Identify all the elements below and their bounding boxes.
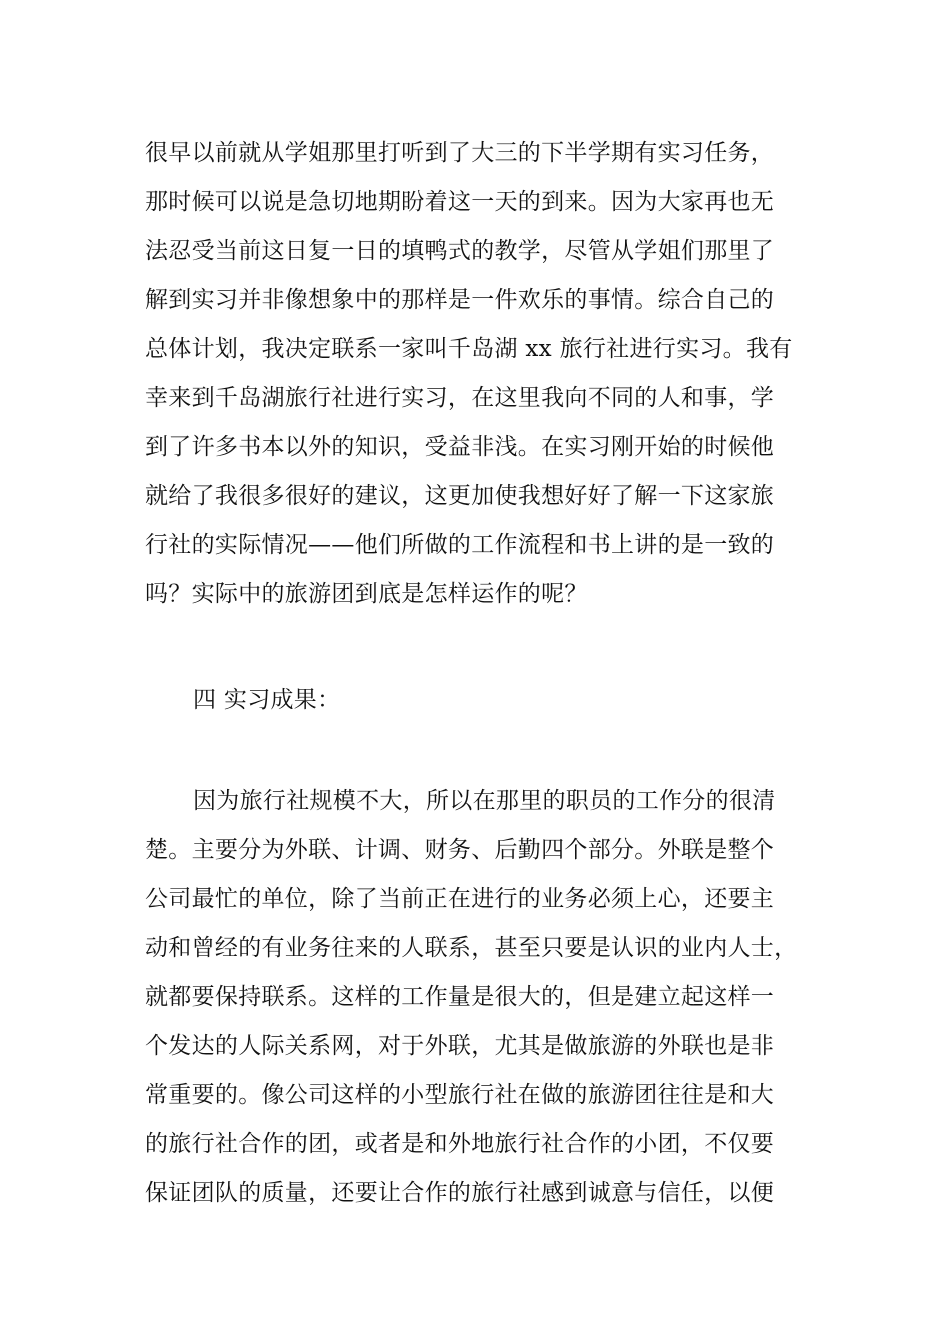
paragraph-line: 常重要的。像公司这样的小型旅行社在做的旅游团往往是和大 bbox=[145, 1082, 775, 1108]
section-heading: 四 实习成果： bbox=[193, 687, 341, 713]
paragraph-line: 因为旅行社规模不大，所以在那里的职员的工作分的很清 bbox=[193, 788, 776, 814]
paragraph-line: 动和曾经的有业务往来的人联系，甚至只要是认识的业内人士， bbox=[145, 935, 798, 961]
paragraph-line: 行社的实际情况——他们所做的工作流程和书上讲的是一致的 bbox=[145, 532, 775, 558]
paragraph-line: 总体计划，我决定联系一家叫千岛湖 xx 旅行社进行实习。我有 bbox=[145, 336, 793, 362]
paragraph-line: 就给了我很多很好的建议，这更加使我想好好了解一下这家旅 bbox=[145, 483, 775, 509]
paragraph-line: 法忍受当前这日复一日的填鸭式的教学，尽管从学姐们那里了 bbox=[145, 238, 775, 264]
paragraph-line: 楚。主要分为外联、计调、财务、后勤四个部分。外联是整个 bbox=[145, 837, 775, 863]
paragraph-line: 就都要保持联系。这样的工作量是很大的，但是建立起这样一 bbox=[145, 984, 775, 1010]
paragraph-line: 的旅行社合作的团，或者是和外地旅行社合作的小团，不仅要 bbox=[145, 1131, 775, 1157]
paragraph-line: 个发达的人际关系网，对于外联，尤其是做旅游的外联也是非 bbox=[145, 1033, 775, 1059]
paragraph-line: 公司最忙的单位，除了当前正在进行的业务必须上心，还要主 bbox=[145, 886, 775, 912]
paragraph-line: 那时候可以说是急切地期盼着这一天的到来。因为大家再也无 bbox=[145, 189, 775, 215]
paragraph-line: 解到实习并非像想象中的那样是一件欢乐的事情。综合自己的 bbox=[145, 287, 775, 313]
paragraph-line: 幸来到千岛湖旅行社进行实习，在这里我向不同的人和事，学 bbox=[145, 385, 775, 411]
paragraph-line: 吗？实际中的旅游团到底是怎样运作的呢？ bbox=[145, 581, 588, 607]
paragraph-line: 很早以前就从学姐那里打听到了大三的下半学期有实习任务， bbox=[145, 140, 775, 166]
paragraph-line: 到了许多书本以外的知识，受益非浅。在实习刚开始的时候他 bbox=[145, 434, 775, 460]
paragraph-line: 保证团队的质量，还要让合作的旅行社感到诚意与信任，以便 bbox=[145, 1180, 775, 1206]
